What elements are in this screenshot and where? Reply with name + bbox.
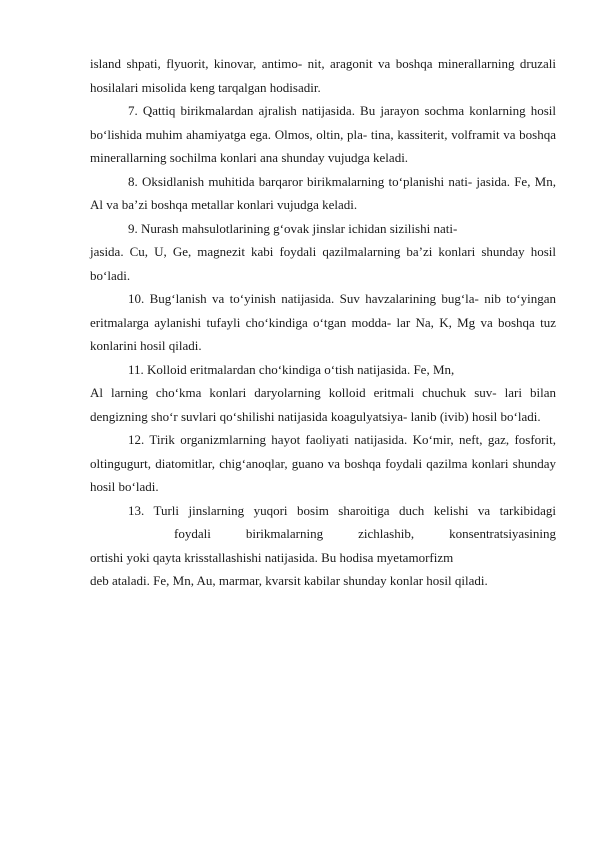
paragraph-13-line-3: ortishi yoki qayta krisstallashishi natijasida. Bu hodisa myetamorfizm — [90, 549, 454, 565]
paragraph-9-line-2: jasida. Cu, U, Ge, magnezit kabi foydali qazilmalarning ba’zi konlari shunday hosil bo‘ladi. — [90, 244, 556, 283]
paragraph-11-line-2: Al larning cho‘kma konlari daryolarning kolloid eritmali chuchuk suv- lari bilan dengizning sho‘r suvlari qo‘shilishi natijasida koagulyatsiya- lanib (ivib) hosil bo‘ladi. — [90, 385, 556, 424]
paragraph-9-line-1: 9. Nurash mahsulotlarining g‘ovak jinslar ichidan sizilishi nati- — [128, 220, 458, 236]
paragraph-13-line-2: foydali birikmalarning zichlashib, konsentratsiyasining — [174, 526, 556, 541]
paragraph-13-line-4: deb ataladi. Fe, Mn, Au, marmar, kvarsit kabilar shunday konlar hosil qiladi. — [90, 573, 488, 588]
paragraph-7: 7. Qattiq birikmalardan ajralish natijasida. Bu jarayon sochma konlarning hosil bo‘lishida muhim ahamiyatga ega. Olmos, oltin, pla- tina, kassiterit, volframit va boshqa minerallarning sochilma konlari ana shunday vujudga keladi. — [90, 103, 556, 165]
paragraph-10: 10. Bug‘lanish va to‘yinish natijasida. Suv havzalarining bug‘la- nib to‘yingan eritmalarga aylanishi tufayli cho‘kindiga o‘tgan modda- lar Na, K, Mg va boshqa tuz konlarini hosil qiladi. — [90, 291, 556, 353]
paragraph-continued: island shpati, flyuorit, kinovar, antimo- nit, aragonit va boshqa minerallarning druzali hosilalari misolida keng tarqalgan hodisadir. — [90, 56, 556, 95]
paragraph-8: 8. Oksidlanish muhitida barqaror birikmalarning to‘planishi nati- jasida. Fe, Mn, Al va ba’zi boshqa metallar konlari vujudga keladi. — [90, 173, 556, 212]
paragraph-13-line-1: 13. Turli jinslarning yuqori bosim sharoitiga duch kelishi va tarkibidagi — [128, 502, 556, 518]
body-text — [90, 52, 556, 593]
paragraph-13 — [90, 499, 556, 593]
paragraph-12: 12. Tirik organizmlarning hayot faoliyati natijasida. Ko‘mir, neft, gaz, fosforit, oltingugurt, diatomitlar, chig‘anoqlar, guano va boshqa foydali qazilma konlari shunday hosil bo‘ladi. — [90, 432, 556, 494]
paragraph-11-line-1: 11. Kolloid eritmalardan cho‘kindiga o‘tish natijasida. Fe, Mn, — [128, 361, 455, 377]
